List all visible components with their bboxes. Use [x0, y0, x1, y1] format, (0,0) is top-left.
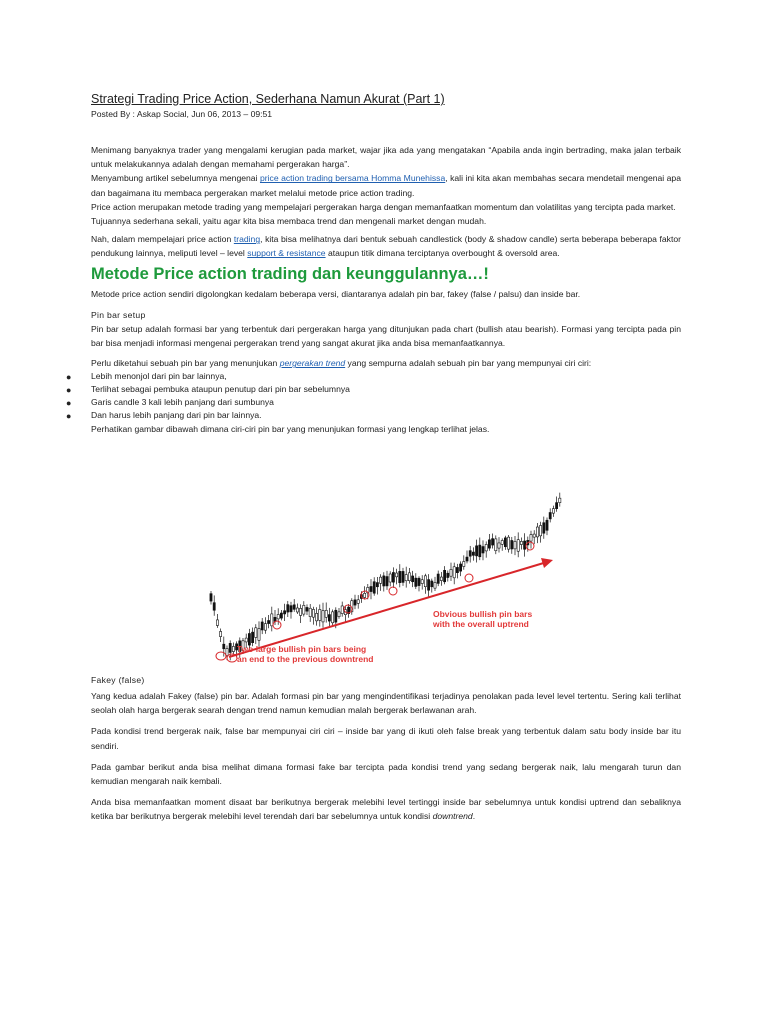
candle-body: [543, 523, 545, 534]
candle-body: [437, 574, 439, 583]
arrow-head-icon: [541, 558, 553, 568]
candle-body: [220, 631, 222, 636]
candle-body: [412, 576, 414, 582]
list-item: ● Terlihat sebagai pembuka ataupun penutup dari pin bar sebelumnya: [66, 384, 350, 396]
candle-body: [338, 612, 340, 617]
candle-body: [370, 586, 372, 591]
pinbar-criteria-list: [66, 370, 681, 421]
bullet-icon: ●: [66, 372, 72, 383]
candle-body: [533, 534, 535, 537]
candle-body: [325, 610, 327, 617]
bullet-icon: ●: [66, 410, 72, 421]
candle-body: [520, 541, 522, 544]
pinbar-paragraph-1: Pin bar setup adalah formasi bar yang terbentuk dari pergerakan harga yang ditunjukan pada chart (bullish atau bearish). Formasi yang tercipta pada pin bar bisa menjadi informasi mengenai pergerakan trend yang sangat akurat jika anda bisa memanfaatkannya.: [91, 323, 681, 349]
candle-body: [472, 552, 474, 555]
link-trading[interactable]: trading: [233, 234, 261, 245]
candle-body: [556, 503, 558, 509]
candle-body: [223, 644, 225, 649]
candle-body: [549, 513, 551, 519]
candle-body: [383, 576, 385, 586]
candle-body: [373, 582, 375, 594]
candle-body: [264, 624, 266, 631]
candle-body: [380, 577, 382, 583]
article-title: Strategi Trading Price Action, Sederhana Namun Akurat (Part 1): [91, 92, 445, 106]
candle-body: [456, 567, 458, 572]
list-item: ● Garis candle 3 kali lebih panjang dari sumbunya: [66, 397, 274, 409]
link-price-action-homma[interactable]: price action trading bersama Homma Munehissa: [259, 173, 446, 184]
list-item: ● Dan harus lebih panjang dari pin bar lainnya.: [66, 409, 262, 421]
intro-paragraph-5: Nah, dalam mempelajari price action trading, kita bisa melihatnya dari bentuk sebuah candlestick (body & shadow candle) serta beberapa beberapa faktor pendukung lainnya, meliputi level – level support & resistance ataupun titik dimana terciptanya overbought & oversold area.: [91, 234, 681, 259]
candle-body: [450, 569, 452, 576]
fakey-paragraph-3: Pada gambar berikut anda bisa melihat dimana formasi fake bar tercipta pada kondisi trend yang sedang bergerak naik, lalu mengarah turun dan kemudian mengarah naik kembali.: [91, 761, 681, 787]
candle-body: [511, 540, 513, 548]
candle-body: [255, 628, 257, 638]
candle-body: [284, 611, 286, 614]
annotation-left-line2: an end to the previous downtrend: [237, 654, 374, 664]
candle-body: [271, 614, 273, 626]
candle-body: [300, 608, 302, 615]
candle-body: [546, 520, 548, 530]
candle-body: [405, 575, 407, 581]
intro-paragraph-1: Menimang banyaknya trader yang mengalami kerugian pada market, wajar jika ada yang mengatakan “Apabila anda ingin bertrading, maka jalan terbaik untuk melakukannya adalah dengan memahami pergerakan harga”.: [91, 145, 681, 170]
candle-body: [530, 535, 532, 541]
candle-body: [469, 551, 471, 557]
candle-body: [453, 567, 455, 578]
candle-body: [466, 557, 468, 561]
list-item: ● Lebih menonjol dari pin bar lainnya,: [66, 371, 227, 383]
candle-body: [316, 613, 318, 620]
article: [66, 92, 681, 436]
candle-body: [488, 540, 490, 548]
pin-bar-marker: [465, 574, 473, 582]
candle-body: [277, 614, 279, 618]
pin-bar-marker: [273, 621, 281, 629]
candle-body: [312, 609, 314, 617]
candle-body: [440, 577, 442, 581]
candle-body: [309, 608, 311, 616]
candle-body: [341, 606, 343, 614]
candle-body: [501, 540, 503, 544]
annotation-left-line1: Two large bullish pin bars being: [237, 644, 367, 654]
candle-body: [514, 541, 516, 548]
candle-body: [552, 509, 554, 513]
pin-bar-marker: [389, 587, 397, 595]
candle-body: [296, 608, 298, 612]
pinbar-figure-caption: Perhatikan gambar dibawah dimana ciri-ciri pin bar yang menunjukan formasi yang lengkap terlihat jelas.: [91, 423, 490, 434]
section-intro: Metode price action sendiri digolongkan kedalam beberapa versi, diantaranya adalah pin bar, fakey (false / palsu) dan inside bar.: [91, 288, 581, 299]
candle-body: [258, 629, 260, 641]
candle-body: [517, 540, 519, 552]
candle-body: [460, 564, 462, 571]
intro-paragraph-3: Price action merupakan metode trading yang mempelajari pergerakan harga dengan memanfaatkan momentum dan volatilitas yang tercipta pada market.: [91, 201, 676, 212]
candle-body: [245, 638, 247, 642]
candle-body: [322, 611, 324, 622]
candle-body: [408, 573, 410, 581]
candle-body: [290, 606, 292, 612]
candle-body: [415, 578, 417, 586]
candle-body: [421, 580, 423, 584]
bullet-icon: ●: [66, 385, 72, 396]
candle-body: [364, 593, 366, 597]
candle-body: [495, 539, 497, 551]
candle-body: [559, 498, 561, 502]
candle-body: [540, 525, 542, 535]
link-support-resistance[interactable]: support & resistance: [247, 248, 326, 259]
pinbar-heading: Pin bar setup: [91, 309, 146, 320]
candle-body: [386, 577, 388, 586]
section-heading: Metode Price action trading dan keunggulannya…!: [91, 264, 489, 283]
intro-paragraph-2: Menyambung artikel sebelumnya mengenai price action trading bersama Homma Munehissa, kali ini kita akan membahas secara mendetail mengenai apa dan bagaimana itu membaca pergerakan market melalui metode price action trading.: [91, 173, 681, 198]
pinbar-paragraph-2: Perlu diketahui sebuah pin bar yang menunjukan pergerakan trend yang sempurna adalah sebuah pin bar yang mempunyai ciri ciri:: [91, 358, 592, 369]
candle-body: [504, 538, 506, 547]
pin-bar-chart-figure: [207, 492, 565, 664]
link-pergerakan-trend[interactable]: pergerakan trend: [279, 358, 346, 369]
candle-body: [376, 583, 378, 587]
fakey-heading: Fakey (false): [91, 675, 145, 685]
candle-body: [216, 620, 218, 626]
candle-body: [424, 576, 426, 587]
annotation-right-line1: Obvious bullish pin bars: [433, 609, 533, 619]
candle-body: [389, 574, 391, 582]
posted-by: Posted By : Askap Social, Jun 06, 2013 – 09:51: [91, 109, 273, 119]
candle-body: [287, 605, 289, 612]
candle-body: [482, 547, 484, 553]
candle-body: [447, 573, 449, 577]
candle-body: [402, 571, 404, 582]
candle-body: [232, 646, 234, 651]
candle-body: [498, 543, 500, 548]
candle-body: [293, 605, 295, 609]
candle-body: [332, 612, 334, 623]
fakey-section: [91, 674, 681, 824]
intro-paragraph-4: Tujuannya sederhana sekali, yaitu agar kita bisa membaca trend dan mengenali market dengan mudah.: [91, 216, 487, 227]
candle-body: [524, 541, 526, 549]
candle-body: [392, 572, 394, 582]
candle-body: [261, 622, 263, 630]
candle-body: [229, 643, 231, 652]
candle-body: [303, 605, 305, 614]
candle-body: [210, 594, 212, 601]
candle-body: [335, 610, 337, 622]
pin-bar-marker: [216, 652, 226, 660]
candle-body: [463, 561, 465, 566]
candle-body: [418, 578, 420, 585]
candle-body: [319, 609, 321, 620]
candle-body: [252, 632, 254, 643]
candle-body: [476, 546, 478, 556]
candle-body: [431, 581, 433, 587]
candle-body: [357, 600, 359, 604]
fakey-paragraph-2: Pada kondisi trend bergerak naik, false bar mempunyai ciri ciri – inside bar yang di ikuti oleh false break yang terbentuk dalam satu body inside bar itu sendiri.: [91, 726, 681, 751]
candle-body: [508, 537, 510, 549]
fakey-paragraph-4: Anda bisa memanfaatkan moment disaat bar berikutnya bergerak melebihi level tertinggi inside bar sebelumnya untuk kondisi uptrend dan sebaliknya ketika bar berikutnya bergerak melebihi level terendah dari bar sebelumnya untuk kondisi downtrend.: [91, 797, 681, 822]
candles-group: [210, 493, 561, 661]
bullet-icon: ●: [66, 398, 72, 409]
fakey-paragraph-1: Yang kedua adalah Fakey (false) pin bar. Adalah formasi pin bar yang mengindentifikasi terjadinya penolakan pada level level tertentu. Sering kali terlihat seolah olah harga bergerak searah dengan trend namun kemudian malah bergerak berlawanan arah.: [91, 691, 681, 716]
annotation-right-line2: with the overall uptrend: [433, 619, 529, 629]
candle-body: [536, 527, 538, 537]
candle-body: [485, 544, 487, 550]
candle-body: [444, 570, 446, 581]
candle-body: [492, 539, 494, 545]
pin-bar-marker: [526, 542, 534, 550]
candle-body: [213, 603, 215, 611]
candle-body: [428, 580, 430, 591]
candle-body: [399, 571, 401, 582]
candle-body: [328, 615, 330, 622]
candle-body: [306, 607, 308, 611]
candle-body: [226, 649, 228, 656]
candle-body: [268, 621, 270, 624]
candle-body: [479, 545, 481, 557]
candle-body: [354, 600, 356, 605]
candle-body: [434, 582, 436, 588]
candle-body: [280, 613, 282, 618]
candle-body: [396, 573, 398, 577]
